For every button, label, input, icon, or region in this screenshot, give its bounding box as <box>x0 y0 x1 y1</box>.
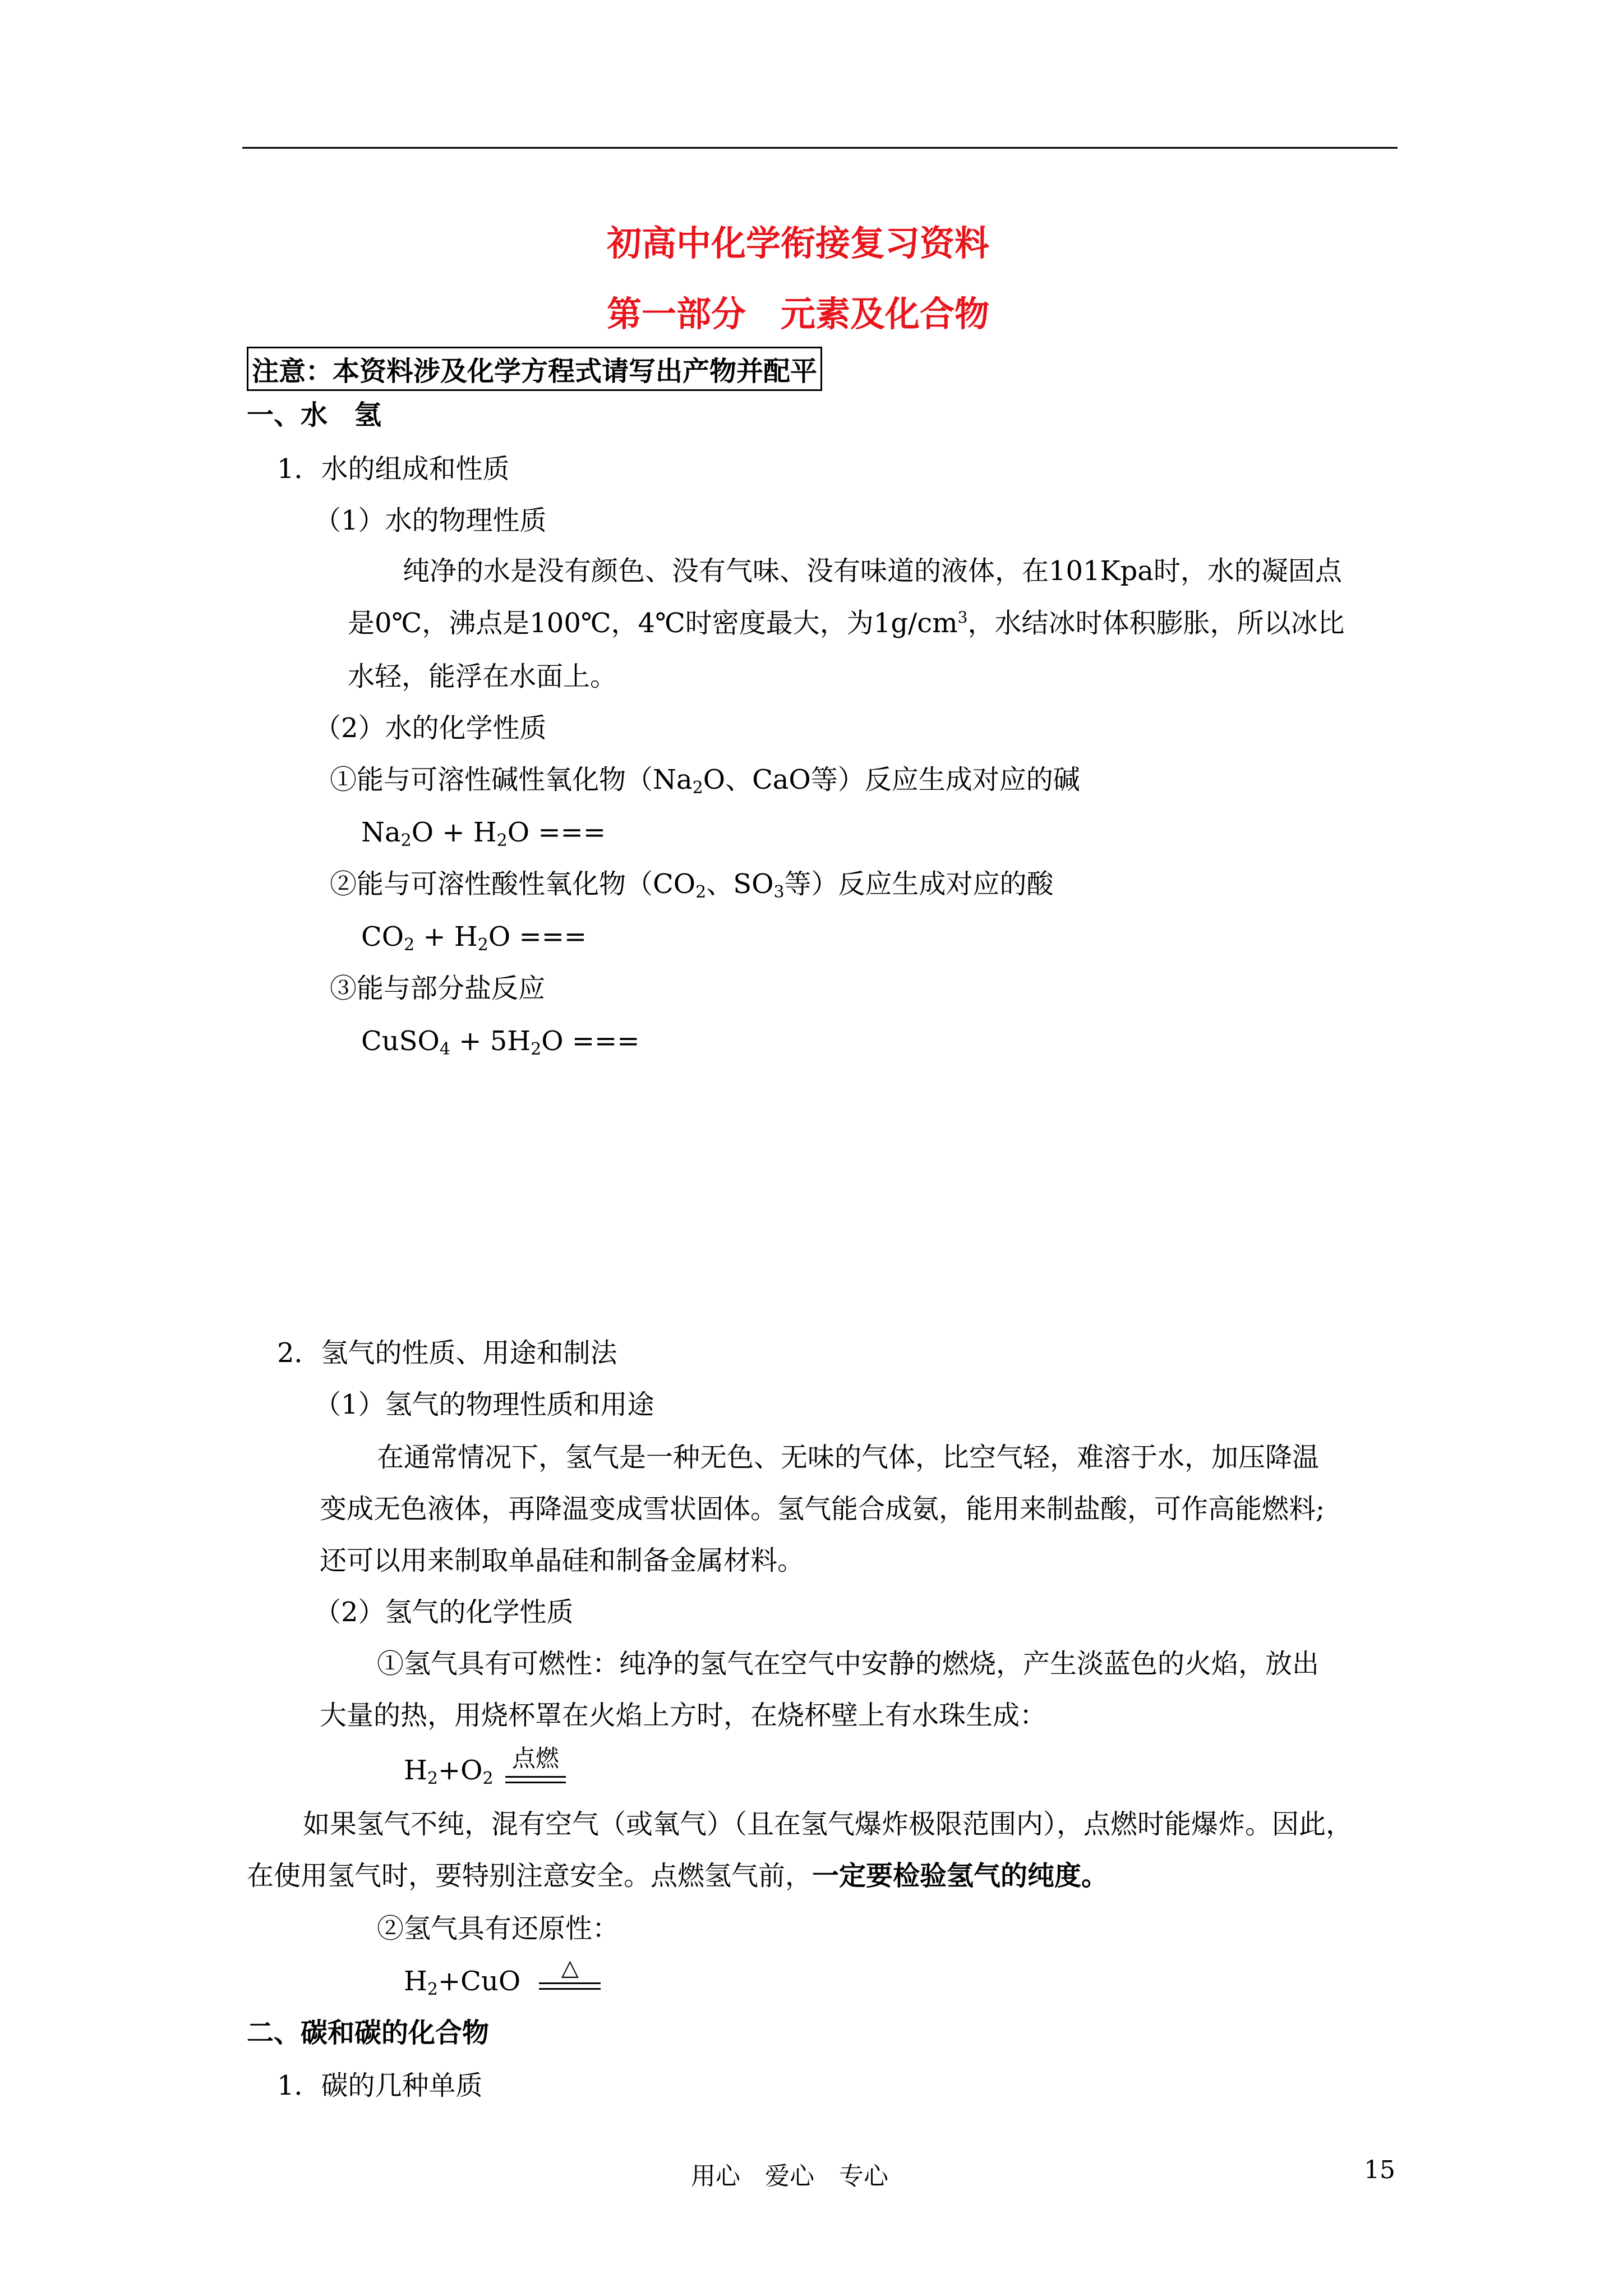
section2-heading: 二、碳和碳的化合物 <box>247 2017 490 2049</box>
eq5-sub-a: 2 <box>427 1980 438 1999</box>
cm3-superscript: 3 <box>957 608 968 627</box>
eq1-sub-a: 2 <box>400 831 412 850</box>
eq5-double-line-top <box>539 1982 601 1984</box>
eq5-part-a: H <box>404 1966 427 1997</box>
document-title: 初高中化学衔接复习资料 <box>607 223 990 264</box>
eq2-sub-b: 2 <box>477 935 488 955</box>
para4-line2 <box>247 1860 1108 1893</box>
equation-1 <box>361 817 606 851</box>
para3-line2: 大量的热，用烧杯罩在火焰上方时，在烧杯壁上有水珠生成： <box>320 1700 1047 1731</box>
eq3-part-b: + 5H <box>450 1025 531 1057</box>
sub3-title: （1）氢气的物理性质和用途 <box>314 1389 654 1420</box>
eq4-double-line-top <box>505 1776 566 1778</box>
para4-line2-bold: 一定要检验氢气的纯度。 <box>812 1860 1109 1892</box>
para2-line2: 变成无色液体，再降温变成雪状固体。氢气能合成氨，能用来制盐酸，可作高能燃料; <box>320 1493 1325 1525</box>
item2-title: 2．氢气的性质、用途和制法 <box>277 1337 617 1369</box>
eq2-part-b: + H <box>414 921 478 953</box>
footer-motto: 用心 爱心 专心 <box>691 2162 888 2191</box>
eq5-part-b: +CuO <box>437 1966 521 1997</box>
eq1-part-b: O + H <box>411 817 497 848</box>
para1-line2-text: 是0℃，沸点是100℃，4℃时密度最大，为1g/cm <box>348 608 958 639</box>
chem1-sub: 2 <box>692 778 703 798</box>
chem2-sub-b: 3 <box>773 882 785 902</box>
eq3-part-a: CuSO <box>361 1025 440 1057</box>
chem-property-2 <box>330 868 1054 903</box>
eq4-double-line-bottom <box>505 1782 566 1783</box>
equation-3 <box>361 1025 639 1060</box>
sub4-title: （2）氢气的化学性质 <box>314 1596 574 1628</box>
eq3-sub-a: 4 <box>439 1039 450 1059</box>
para4-line2-text: 在使用氢气时，要特别注意安全。点燃氢气前， <box>247 1860 813 1892</box>
chem1-text-end: O、CaO等）反应生成对应的碱 <box>703 764 1080 795</box>
sub1-title: （1）水的物理性质 <box>314 505 547 536</box>
eq5-condition-text: △ <box>561 1955 579 1981</box>
para4-line1: 如果氢气不纯，混有空气（或氧气）（且在氢气爆炸极限范围内），点燃时能爆炸。因此， <box>303 1809 1353 1840</box>
equation-2 <box>361 921 587 955</box>
eq1-sub-b: 2 <box>496 831 508 850</box>
eq1-part-c: O === <box>507 817 606 848</box>
eq4-condition <box>505 1745 566 1779</box>
eq2-sub-a: 2 <box>404 935 415 955</box>
chem2-text-b: 、SO <box>706 868 774 900</box>
eq3-part-c: O === <box>541 1025 640 1057</box>
eq5-double-line-bottom <box>539 1988 601 1990</box>
equation-4 <box>404 1745 566 1789</box>
para3-line1: ①氢气具有可燃性：纯净的氢气在空气中安静的燃烧，产生淡蓝色的火焰，放出 <box>377 1648 1320 1680</box>
eq2-part-c: O === <box>488 921 587 953</box>
eq3-sub-b: 2 <box>531 1039 542 1059</box>
para1-line2 <box>348 608 1344 640</box>
para1-line2-end: ，水结冰时体积膨胀，所以冰比 <box>967 608 1345 639</box>
eq4-part-b: +O <box>437 1755 483 1786</box>
para1-line3: 水轻，能浮在水面上。 <box>348 661 617 692</box>
para2-line1: 在通常情况下，氢气是一种无色、无味的气体，比空气轻，难溶于水，加压降温 <box>377 1442 1320 1473</box>
para5: ②氢气具有还原性： <box>377 1913 620 1944</box>
sub2-title: （2）水的化学性质 <box>314 712 547 744</box>
chem2-text: ②能与可溶性酸性氧化物（CO <box>330 868 696 900</box>
eq1-part-a: Na <box>361 817 401 848</box>
eq5-condition <box>539 1955 601 1990</box>
part-title: 第一部分 元素及化合物 <box>607 293 990 334</box>
para2-line3: 还可以用来制取单晶硅和制备金属材料。 <box>320 1545 805 1576</box>
eq4-sub-b: 2 <box>482 1769 494 1788</box>
para1-line1: 纯净的水是没有颜色、没有气味、没有味道的液体，在101Kpa时，水的凝固点 <box>403 555 1342 587</box>
chem1-text: ①能与可溶性碱性氧化物（Na <box>330 764 693 795</box>
chem-property-1 <box>330 764 1080 798</box>
eq4-part-a: H <box>404 1755 427 1786</box>
note-box: 注意：本资料涉及化学方程式请写出产物并配平 <box>247 347 822 391</box>
eq2-part-a: CO <box>361 921 404 953</box>
chem-property-3: ③能与部分盐反应 <box>330 973 546 1004</box>
section2-item1-title: 1．碳的几种单质 <box>277 2070 483 2101</box>
chem2-sub-a: 2 <box>695 882 707 902</box>
section1-heading: 一、水 氢 <box>247 399 382 431</box>
header-rule <box>242 147 1398 149</box>
eq4-condition-text: 点燃 <box>511 1745 559 1772</box>
item1-title: 1．水的组成和性质 <box>277 453 510 485</box>
page-number: 15 <box>1364 2156 1395 2184</box>
eq4-sub-a: 2 <box>427 1769 438 1788</box>
chem2-text-c: 等）反应生成对应的酸 <box>784 868 1054 900</box>
equation-5 <box>404 1955 601 2000</box>
